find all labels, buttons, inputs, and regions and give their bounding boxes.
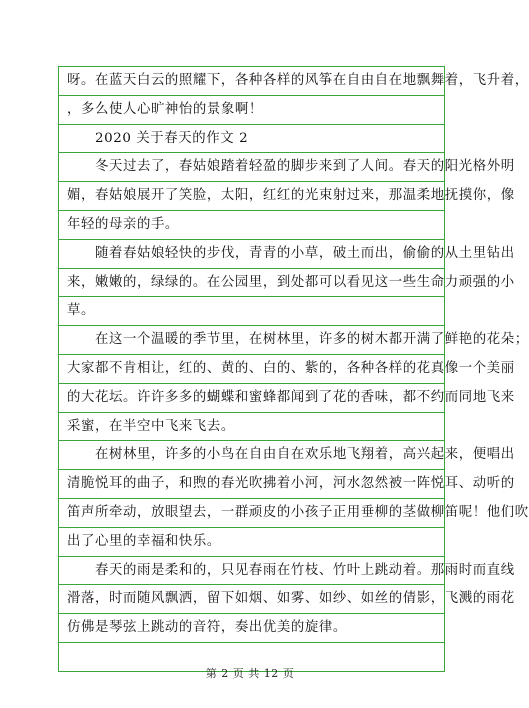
text-line: 冬天过去了，春姑娘踏着轻盈的脚步来到了人间。春天的阳光格外明 (59, 153, 444, 182)
text-line: 采蜜，在半空中飞来飞去。 (59, 413, 444, 442)
text-line: 年轻的母亲的手。 (59, 211, 444, 240)
text-line: 笛声所牵动，放眼望去，一群顽皮的小孩子正用垂柳的茎做柳笛呢！他们吹 (59, 499, 444, 528)
text-line: 随着春姑娘轻快的步伐，青青的小草，破土而出，偷偷的从土里钻出 (59, 240, 444, 269)
text-line: 在树林里，许多的小鸟在自由自在欢乐地飞翔着，高兴起来，便唱出 (59, 441, 444, 470)
text-line: 春天的雨是柔和的，只见春雨在竹枝、竹叶上跳动着。那雨时而直线 (59, 557, 444, 586)
text-line: 出了心里的幸福和快乐。 (59, 528, 444, 557)
text-line: 草。 (59, 297, 444, 326)
text-line: 来，嫩嫩的，绿绿的。在公园里，到处都可以看见这一些生命力顽强的小 (59, 269, 444, 298)
text-line: 仿佛是琴弦上跳动的音符，奏出优美的旋律。 (59, 614, 444, 643)
text-line: 在这一个温暖的季节里，在树林里，许多的树木都开满了鲜艳的花朵； (59, 326, 444, 355)
page-number-footer: 第 2 页 共 12 页 (205, 667, 295, 680)
text-line: 媚，春姑娘展开了笑脸，太阳，红红的光束射过来，那温柔地抚摸你，像 (59, 182, 444, 211)
text-line: 的大花坛。许许多多的蝴蝶和蜜蜂都闻到了花的香味，都不约而同地飞来 (59, 384, 444, 413)
essay-title: 2020 关于春天的作文 2 (59, 125, 444, 154)
lined-writing-frame (58, 66, 529, 672)
text-line: ，多么使人心旷神怡的景象啊！ (59, 96, 444, 125)
text-line: 滑落，时而随风飘洒，留下如烟、如雾、如纱、如丝的倩影，飞溅的雨花 (59, 585, 444, 614)
text-line: 呀。在蓝天白云的照耀下，各种各样的风筝在自由自在地飘舞着，飞升着， (59, 67, 444, 96)
text-line: 清脆悦耳的曲子，和煦的春光吹拂着小河，河水忽然被一阵悦耳、动听的 (59, 470, 444, 499)
text-line: 大家都不肯相让，红的、黄的、白的、紫的，各种各样的花真像一个美丽 (59, 355, 444, 384)
